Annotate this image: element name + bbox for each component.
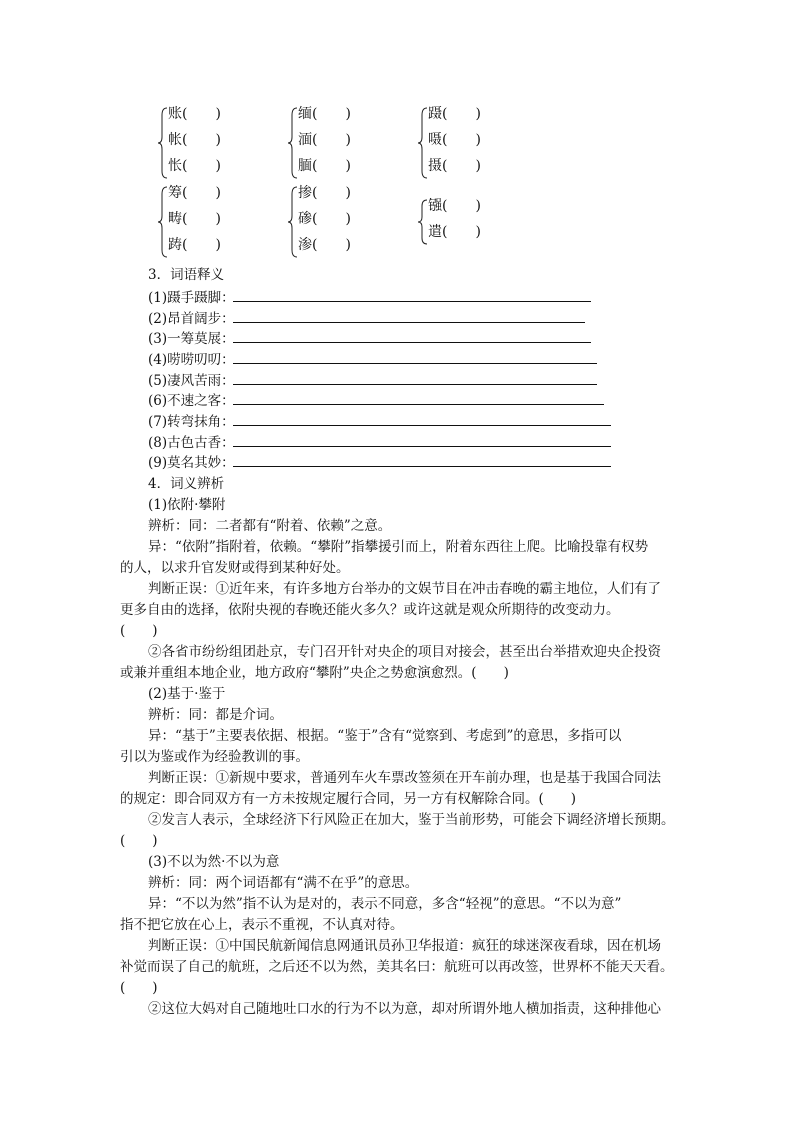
char-item: 踌( ) [168,237,221,253]
answer-line [233,446,611,447]
analysis-same: 辨析：同：都是介词。 [148,707,283,723]
char-item: 帐( ) [168,132,221,148]
char-item: 畴( ) [168,211,221,227]
term-label: (4)唠唠叨叨： [148,352,235,368]
answer-parens: ( ) [120,623,158,639]
answer-line [233,363,597,364]
term-label: (2)昂首阔步： [148,311,235,327]
sub-title: (2)基于·鉴于 [148,686,226,702]
judge-item: 判断正误：①近年来，有许多地方台举办的文娱节目在冲击春晚的霸主地位，人们有了 [148,581,661,597]
answer-line [233,322,585,323]
term-label: (1)蹑手蹑脚： [148,290,235,306]
answer-line [233,466,611,467]
analysis-diff: 异：“不以为然”指不认为是对的，表示不同意，多含“轻视”的意思。“不以为意” [148,896,622,912]
judge-item: ②这位大妈对自己随地吐口水的行为不以为意，却对所谓外地人横加指责，这种排他心 [148,1001,661,1017]
answer-parens: ( ) [120,980,158,996]
judge-item: ②发言人表示，全球经济下行风险正在加大，鉴于当前形势，可能会下调经济增长预期。 [148,812,675,828]
answer-line [233,425,611,426]
section-4-title: 4．词义辨析 [148,476,225,492]
judge-item-cont: 补觉而误了自己的航班，之后还不以为然，美其名曰：航班可以再改签，世界杯不能天天看。 [120,959,674,975]
judge-item: 判断正误：①中国民航新闻信息网通讯员孙卫华报道：疯狂的球迷深夜看球，因在机场 [148,938,661,954]
term-label: (9)莫名其妙： [148,455,235,471]
term-label: (8)古色古香： [148,435,235,451]
term-label: (5)凄风苦雨： [148,373,235,389]
sub-title: (1)依附·攀附 [148,497,226,513]
answer-parens: ( ) [120,833,158,849]
char-item: 摄( ) [428,158,481,174]
answer-line [233,301,591,302]
char-item: 蹑( ) [428,106,481,122]
analysis-same: 辨析：同：两个词语都有“满不在乎”的意思。 [148,875,419,891]
char-item: 掺( ) [298,185,351,201]
sub-title: (3)不以为然·不以为意 [148,854,280,870]
char-item: 账( ) [168,106,221,122]
char-item: 碜( ) [298,211,351,227]
char-item: 嗫( ) [428,132,481,148]
answer-line [233,404,604,405]
judge-item-cont: 更多自由的选择，依附央视的春晚还能火多久？或许这就是观众所期待的改变动力。 [120,602,620,618]
analysis-diff-cont: 指不把它放在心上，表示不重视，不认真对待。 [120,917,404,933]
left-brace-icon [288,107,298,179]
judge-item: 判断正误：①新规中要求，普通列车火车票改签须在开车前办理，也是基于我国合同法 [148,770,661,786]
char-item: 渗( ) [298,237,351,253]
judge-item: ②各省市纷纷组团赴京，专门召开针对央企的项目对接会，甚至出台举措欢迎央企投资 [148,644,661,660]
term-label: (3)一筹莫展： [148,331,235,347]
left-brace-icon [158,107,168,179]
char-item: 缅( ) [298,106,351,122]
char-item: 遣( ) [428,224,481,240]
judge-item-cont: 或兼并重组本地企业，地方政府“攀附”央企之势愈演愈烈。( ) [120,665,509,681]
char-item: 筹( ) [168,185,221,201]
answer-line [233,342,591,343]
section-3-title: 3．词语释义 [148,267,225,283]
left-brace-icon [158,186,168,258]
answer-line [233,384,597,385]
char-item: 怅( ) [168,158,221,174]
analysis-diff: 异：“基于”主要表依据、根据。“鉴于”含有“觉察到、考虑到”的意思，多指可以 [148,728,622,744]
analysis-diff-cont: 的人，以求升官发财或得到某种好处。 [120,560,350,576]
char-item: 腼( ) [298,158,351,174]
analysis-same: 辨析：同：二者都有“附着、依赖”之意。 [148,518,392,534]
left-brace-icon [418,107,428,179]
char-item: 湎( ) [298,132,351,148]
char-item: 镪( ) [428,198,481,214]
term-label: (6)不速之客： [148,393,235,409]
left-brace-icon [418,199,428,245]
analysis-diff-cont: 引以为鉴或作为经验教训的事。 [120,749,309,765]
analysis-diff: 异：“依附”指附着，依赖。“攀附”指攀援引而上，附着东西往上爬。比喻投靠有权势 [148,539,649,555]
left-brace-icon [288,186,298,258]
judge-item-cont: 的规定：即合同双方有一方未按规定履行合同，另一方有权解除合同。( ) [120,791,577,807]
term-label: (7)转弯抹角： [148,414,235,430]
